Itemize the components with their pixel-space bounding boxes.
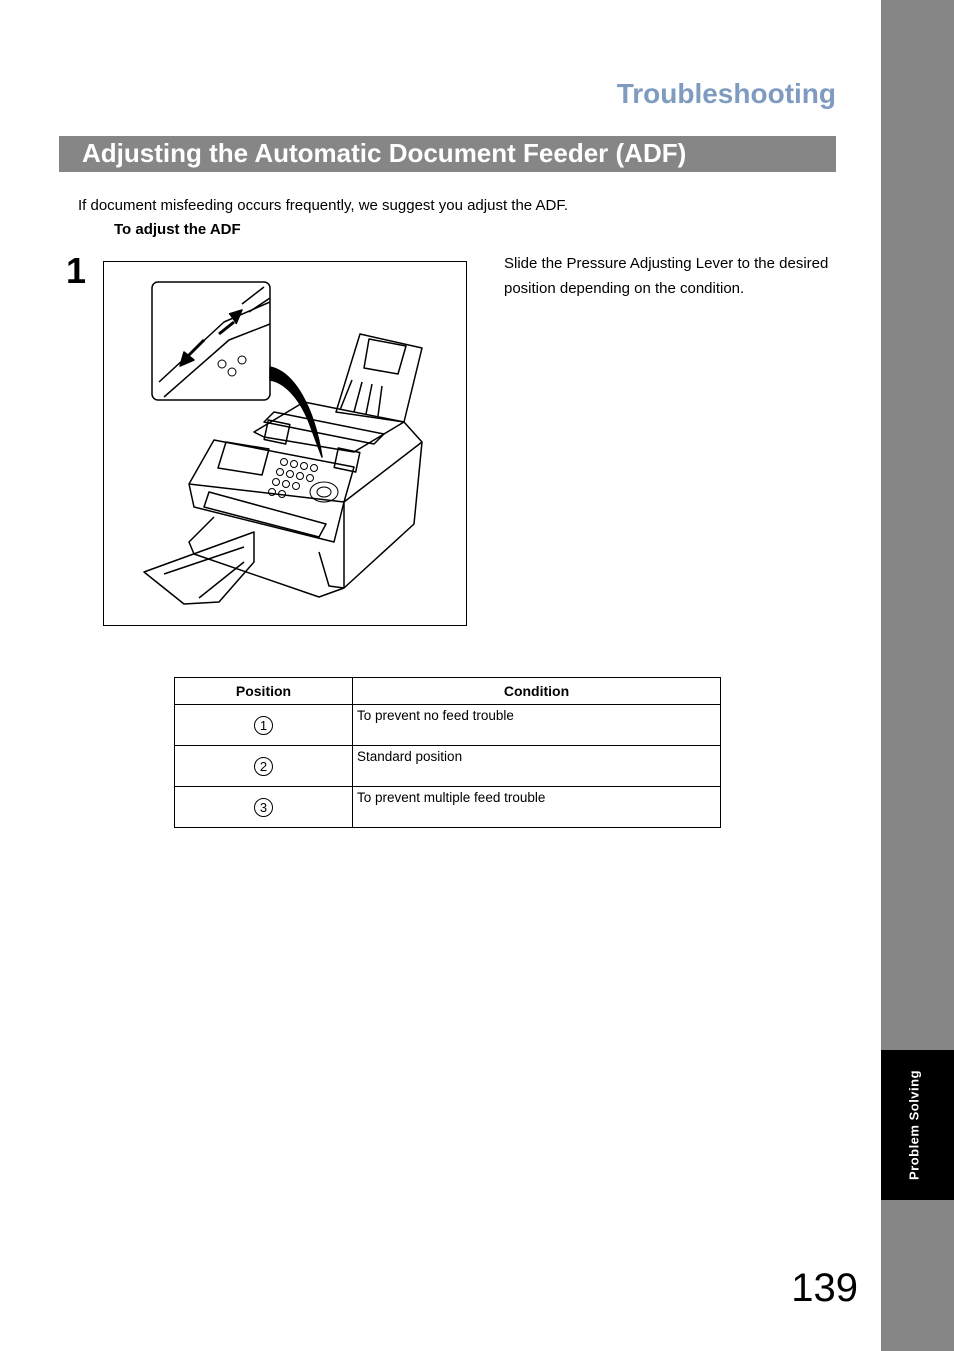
intro-text: If document misfeeding occurs frequently, we suggest you adjust the ADF. (78, 197, 568, 214)
step-instruction: Slide the Pressure Adjusting Lever to the desired position depending on the condition. (504, 255, 829, 297)
title-bar (59, 136, 836, 172)
position-number: 2 (254, 757, 273, 776)
position-cell (175, 787, 353, 828)
side-tab-label: Problem Solving (906, 1069, 922, 1181)
position-condition-table (174, 677, 721, 828)
condition-cell: Standard position (353, 746, 721, 787)
section-title: Troubleshooting (616, 78, 836, 109)
table-row (175, 746, 721, 787)
fax-illustration-svg (104, 262, 466, 625)
header-condition: Condition (353, 678, 721, 705)
header-position: Position (175, 678, 353, 705)
fax-machine-illustration (103, 261, 467, 626)
condition-cell: To prevent multiple feed trouble (353, 787, 721, 828)
step-number: 1 (66, 250, 87, 291)
page-title: Adjusting the Automatic Document Feeder (ADF) (82, 138, 687, 168)
position-cell (175, 746, 353, 787)
position-cell (175, 705, 353, 746)
condition-cell: To prevent no feed trouble (353, 705, 721, 746)
page-number: 139 (791, 1266, 858, 1310)
table-row (175, 787, 721, 828)
subheading: To adjust the ADF (114, 221, 241, 238)
table-row (175, 705, 721, 746)
position-number: 3 (254, 798, 273, 817)
position-number: 1 (254, 716, 273, 735)
table-header-row (175, 678, 721, 705)
